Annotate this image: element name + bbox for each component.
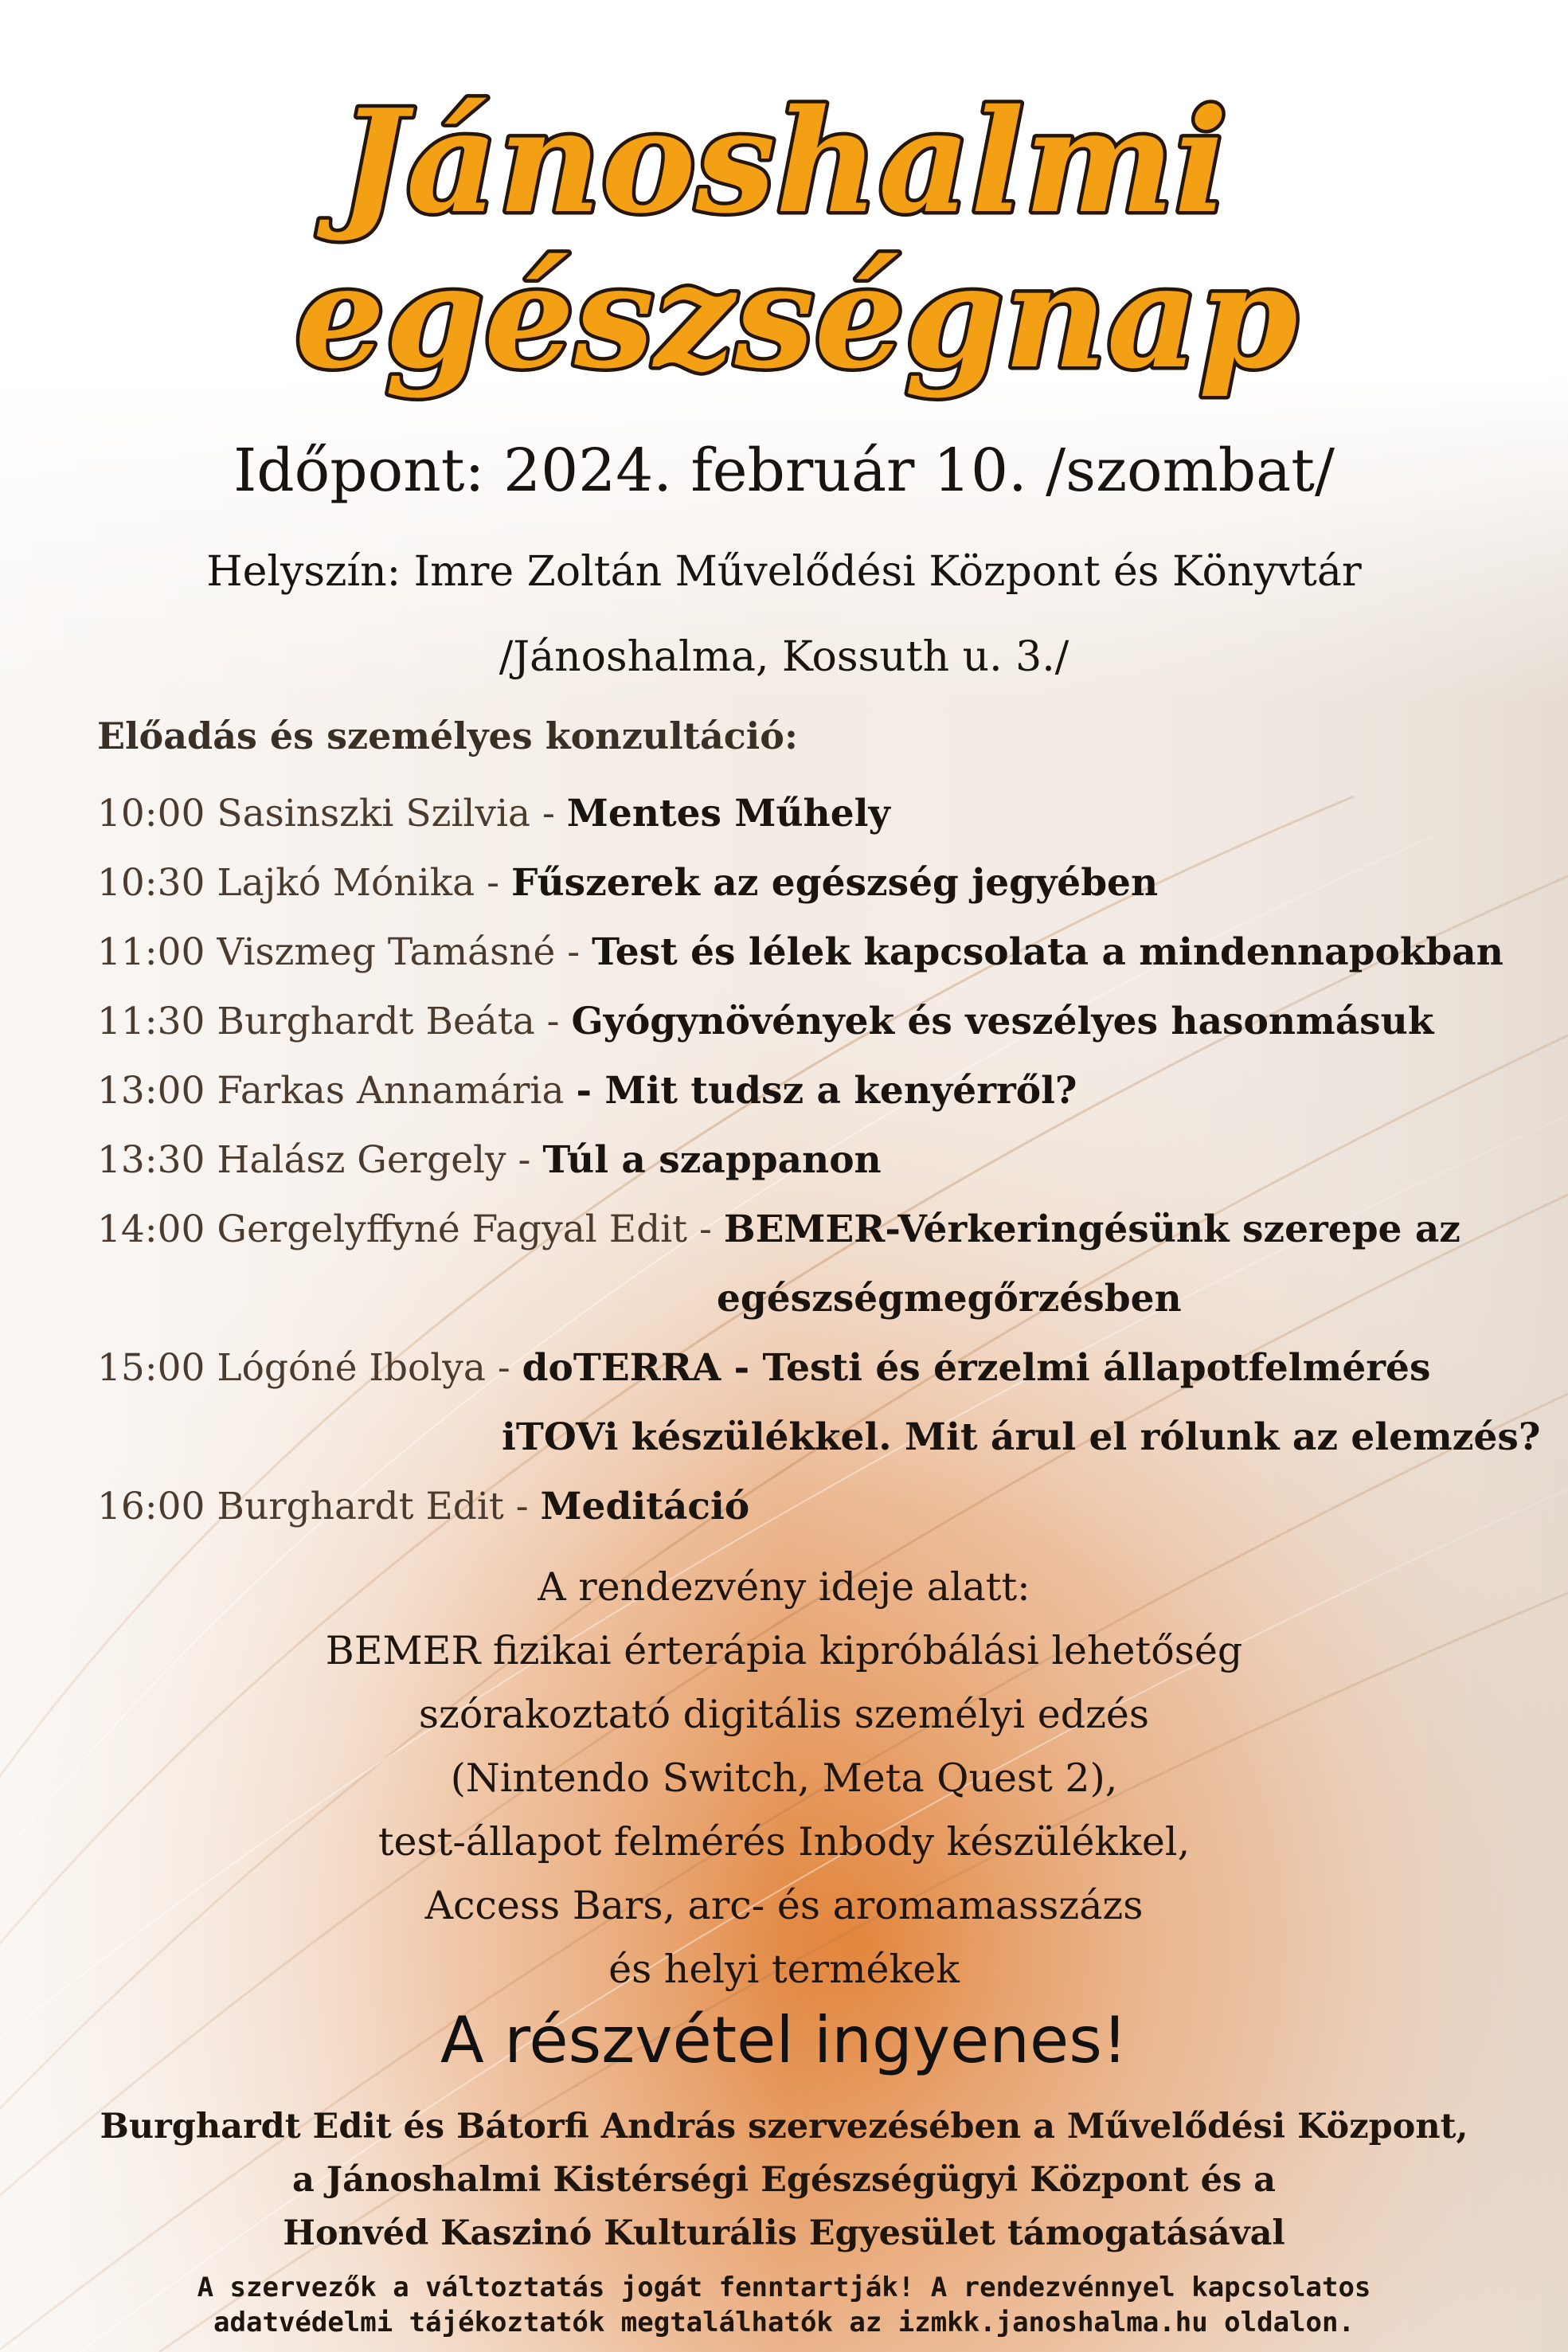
organizers-line: a Jánoshalmi Kistérségi Egészségügyi Központ és a bbox=[291, 2160, 1277, 2200]
title-line-1: Jánoshalmi bbox=[338, 78, 1229, 245]
venue-line-2: /Jánoshalma, Kossuth u. 3./ bbox=[499, 633, 1069, 681]
schedule-speaker: Viszmeg Tamásné - bbox=[217, 930, 581, 974]
schedule-topic: - Mit tudsz a kenyérről? bbox=[576, 1069, 1077, 1113]
during-event-item: Access Bars, arc- és aromamasszázs bbox=[424, 1883, 1144, 1928]
schedule-speaker: Farkas Annamária bbox=[217, 1069, 565, 1113]
organizers-line: Honvéd Kaszinó Kulturális Egyesület támogatásával bbox=[283, 2213, 1285, 2253]
schedule-time: 11:00 bbox=[97, 930, 205, 974]
schedule-row bbox=[97, 930, 1503, 974]
schedule-topic: Túl a szappanon bbox=[542, 1138, 882, 1182]
free-entry-banner: A részvétel ingyenes! bbox=[440, 2003, 1128, 2077]
schedule-topic: Mentes Műhely bbox=[566, 792, 890, 836]
during-event-item: szórakoztató digitális személyi edzés bbox=[418, 1692, 1150, 1737]
schedule-time: 10:00 bbox=[97, 792, 205, 836]
schedule-time: 16:00 bbox=[97, 1485, 205, 1528]
during-event-item: BEMER fizikai érterápia kipróbálási lehetőség bbox=[325, 1628, 1243, 1673]
schedule-topic: Gyógynövények és veszélyes hasonmásuk bbox=[571, 1000, 1434, 1043]
schedule-speaker: Lógóné Ibolya - bbox=[217, 1346, 510, 1390]
date-line: Időpont: 2024. február 10. /szombat/ bbox=[233, 436, 1335, 505]
during-event-heading: A rendezvény ideje alatt: bbox=[538, 1564, 1030, 1610]
schedule-row bbox=[97, 1138, 882, 1182]
schedule-speaker: Lajkó Mónika - bbox=[217, 861, 499, 905]
program-heading: Előadás és személyes konzultáció: bbox=[97, 714, 798, 757]
schedule-row bbox=[97, 1485, 749, 1528]
title-line-2: egészségnap bbox=[295, 233, 1298, 400]
schedule-row bbox=[97, 861, 1158, 905]
schedule-topic-continuation: egészségmegőrzésben bbox=[717, 1277, 1182, 1321]
schedule-speaker: Halász Gergely - bbox=[217, 1138, 531, 1182]
schedule-time: 10:30 bbox=[97, 861, 205, 905]
schedule-speaker: Gergelyffyné Fagyal Edit - bbox=[217, 1207, 712, 1251]
schedule-time: 14:00 bbox=[97, 1207, 205, 1251]
notice-line: A szervezők a változtatás jogát fenntartják! A rendezvénnyel kapcsolatos bbox=[197, 2272, 1371, 2303]
notice-line: adatvédelmi tájékoztatók megtalálhatók az izmkk.janoshalma.hu oldalon. bbox=[213, 2307, 1355, 2338]
schedule-row bbox=[97, 1069, 1077, 1113]
schedule-time: 13:00 bbox=[97, 1069, 205, 1113]
during-event-item: (Nintendo Switch, Meta Quest 2), bbox=[450, 1755, 1118, 1801]
schedule-row bbox=[97, 1346, 1430, 1390]
during-event-item: és helyi termékek bbox=[608, 1947, 960, 1992]
schedule-topic: Meditáció bbox=[540, 1485, 750, 1528]
event-title bbox=[0, 32, 1568, 430]
schedule-time: 13:30 bbox=[97, 1138, 205, 1182]
schedule-time: 11:30 bbox=[97, 1000, 205, 1043]
schedule-topic: Test és lélek kapcsolata a mindennapokban bbox=[592, 930, 1503, 974]
schedule-row bbox=[97, 792, 890, 836]
schedule-speaker: Burghardt Beáta - bbox=[217, 1000, 560, 1043]
organizers-line: Burghardt Edit és Bátorfi András szervezésében a Művelődési Központ, bbox=[100, 2107, 1468, 2147]
venue-line-1: Helyszín: Imre Zoltán Művelődési Központ és Könyvtár bbox=[206, 548, 1362, 596]
schedule-speaker: Sasinszki Szilvia - bbox=[217, 792, 555, 836]
schedule-topic-continuation: iTOVi készülékkel. Mit árul el rólunk az elemzés? bbox=[502, 1415, 1541, 1459]
during-event-item: test-állapot felmérés Inbody készülékkel, bbox=[377, 1819, 1191, 1865]
schedule-topic: doTERRA - Testi és érzelmi állapotfelmérés bbox=[522, 1346, 1431, 1390]
schedule-topic: BEMER-Vérkeringésünk szerepe az bbox=[723, 1207, 1460, 1251]
schedule-row bbox=[97, 1207, 1460, 1251]
schedule-time: 15:00 bbox=[97, 1346, 205, 1390]
schedule-topic: Fűszerek az egészség jegyében bbox=[510, 861, 1159, 905]
schedule-speaker: Burghardt Edit - bbox=[217, 1485, 529, 1528]
schedule-row bbox=[97, 1000, 1433, 1043]
